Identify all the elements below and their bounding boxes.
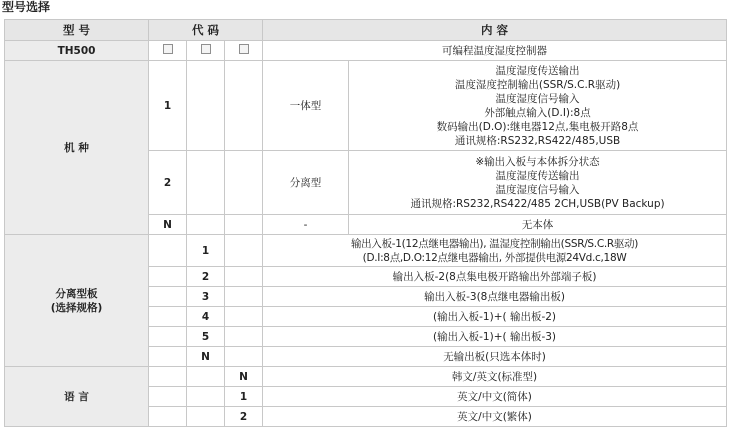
language-row-n bbox=[5, 367, 727, 387]
language-code: 2 bbox=[225, 407, 263, 427]
body-type-row-1 bbox=[5, 61, 727, 151]
language-code: N bbox=[225, 367, 263, 387]
board-description: 输出入板-2(8点集电极开路输出外部端子板) bbox=[263, 267, 727, 287]
separate-board-label: 分离型板 (选择规格) bbox=[5, 235, 149, 367]
body-type-description: 温度湿度传送输出 温度湿度控制输出(SSR/S.C.R驱动) 温度湿度信号输入 外部触点输入(D.I):8点 数码输出(D.O):继电器12点,集电极开路8点 通讯规格:RS232,RS422/485,USB bbox=[349, 61, 727, 151]
body-type-label: 机 种 bbox=[5, 61, 149, 235]
code-checkbox-3 bbox=[225, 41, 263, 61]
body-type-name: 分离型 bbox=[263, 151, 349, 215]
board-code: 4 bbox=[187, 307, 225, 327]
body-type-code: 2 bbox=[149, 151, 187, 215]
board-code: 3 bbox=[187, 287, 225, 307]
board-description: (输出入板-1)+( 输出板-3) bbox=[263, 327, 727, 347]
board-description: 输出入板-1(12点继电器输出), 温湿度控制输出(SSR/S.C.R驱动) (D.I:8点,D.O:12点继电器输出, 外部提供电源24Vd.c,18W bbox=[263, 235, 727, 267]
checkbox-icon bbox=[239, 44, 249, 54]
language-description: 韩文/英文(标准型) bbox=[263, 367, 727, 387]
body-type-code: N bbox=[149, 215, 187, 235]
body-type-name: 一体型 bbox=[263, 61, 349, 151]
board-row-1 bbox=[5, 235, 727, 267]
board-code: 5 bbox=[187, 327, 225, 347]
model-name: TH500 bbox=[5, 41, 149, 61]
language-label: 语 言 bbox=[5, 367, 149, 427]
board-code: N bbox=[187, 347, 225, 367]
body-type-description: ※输出入板与本体拆分状态 温度湿度传送输出 温度湿度信号输入 通讯规格:RS232,RS422/485 2CH,USB(PV Backup) bbox=[349, 151, 727, 215]
model-selection-table bbox=[4, 19, 727, 427]
body-type-description: 无本体 bbox=[349, 215, 727, 235]
language-description: 英文/中文(简体) bbox=[263, 387, 727, 407]
board-code: 1 bbox=[187, 235, 225, 267]
header-row bbox=[5, 20, 727, 41]
board-description: 输出入板-3(8点继电器输出板) bbox=[263, 287, 727, 307]
body-type-code: 1 bbox=[149, 61, 187, 151]
page-title: 型号选择 bbox=[2, 0, 51, 14]
model-header: 型 号 bbox=[5, 20, 149, 41]
code-checkbox-2 bbox=[187, 41, 225, 61]
code-header: 代 码 bbox=[149, 20, 263, 41]
content-header: 内 容 bbox=[263, 20, 727, 41]
board-code: 2 bbox=[187, 267, 225, 287]
th500-row bbox=[5, 41, 727, 61]
checkbox-icon bbox=[163, 44, 173, 54]
model-description: 可编程温度湿度控制器 bbox=[263, 41, 727, 61]
language-description: 英文/中文(繁体) bbox=[263, 407, 727, 427]
code-checkbox-1 bbox=[149, 41, 187, 61]
body-type-name: - bbox=[263, 215, 349, 235]
checkbox-icon bbox=[201, 44, 211, 54]
language-code: 1 bbox=[225, 387, 263, 407]
board-description: 无输出板(只选本体时) bbox=[263, 347, 727, 367]
board-description: (输出入板-1)+( 输出板-2) bbox=[263, 307, 727, 327]
